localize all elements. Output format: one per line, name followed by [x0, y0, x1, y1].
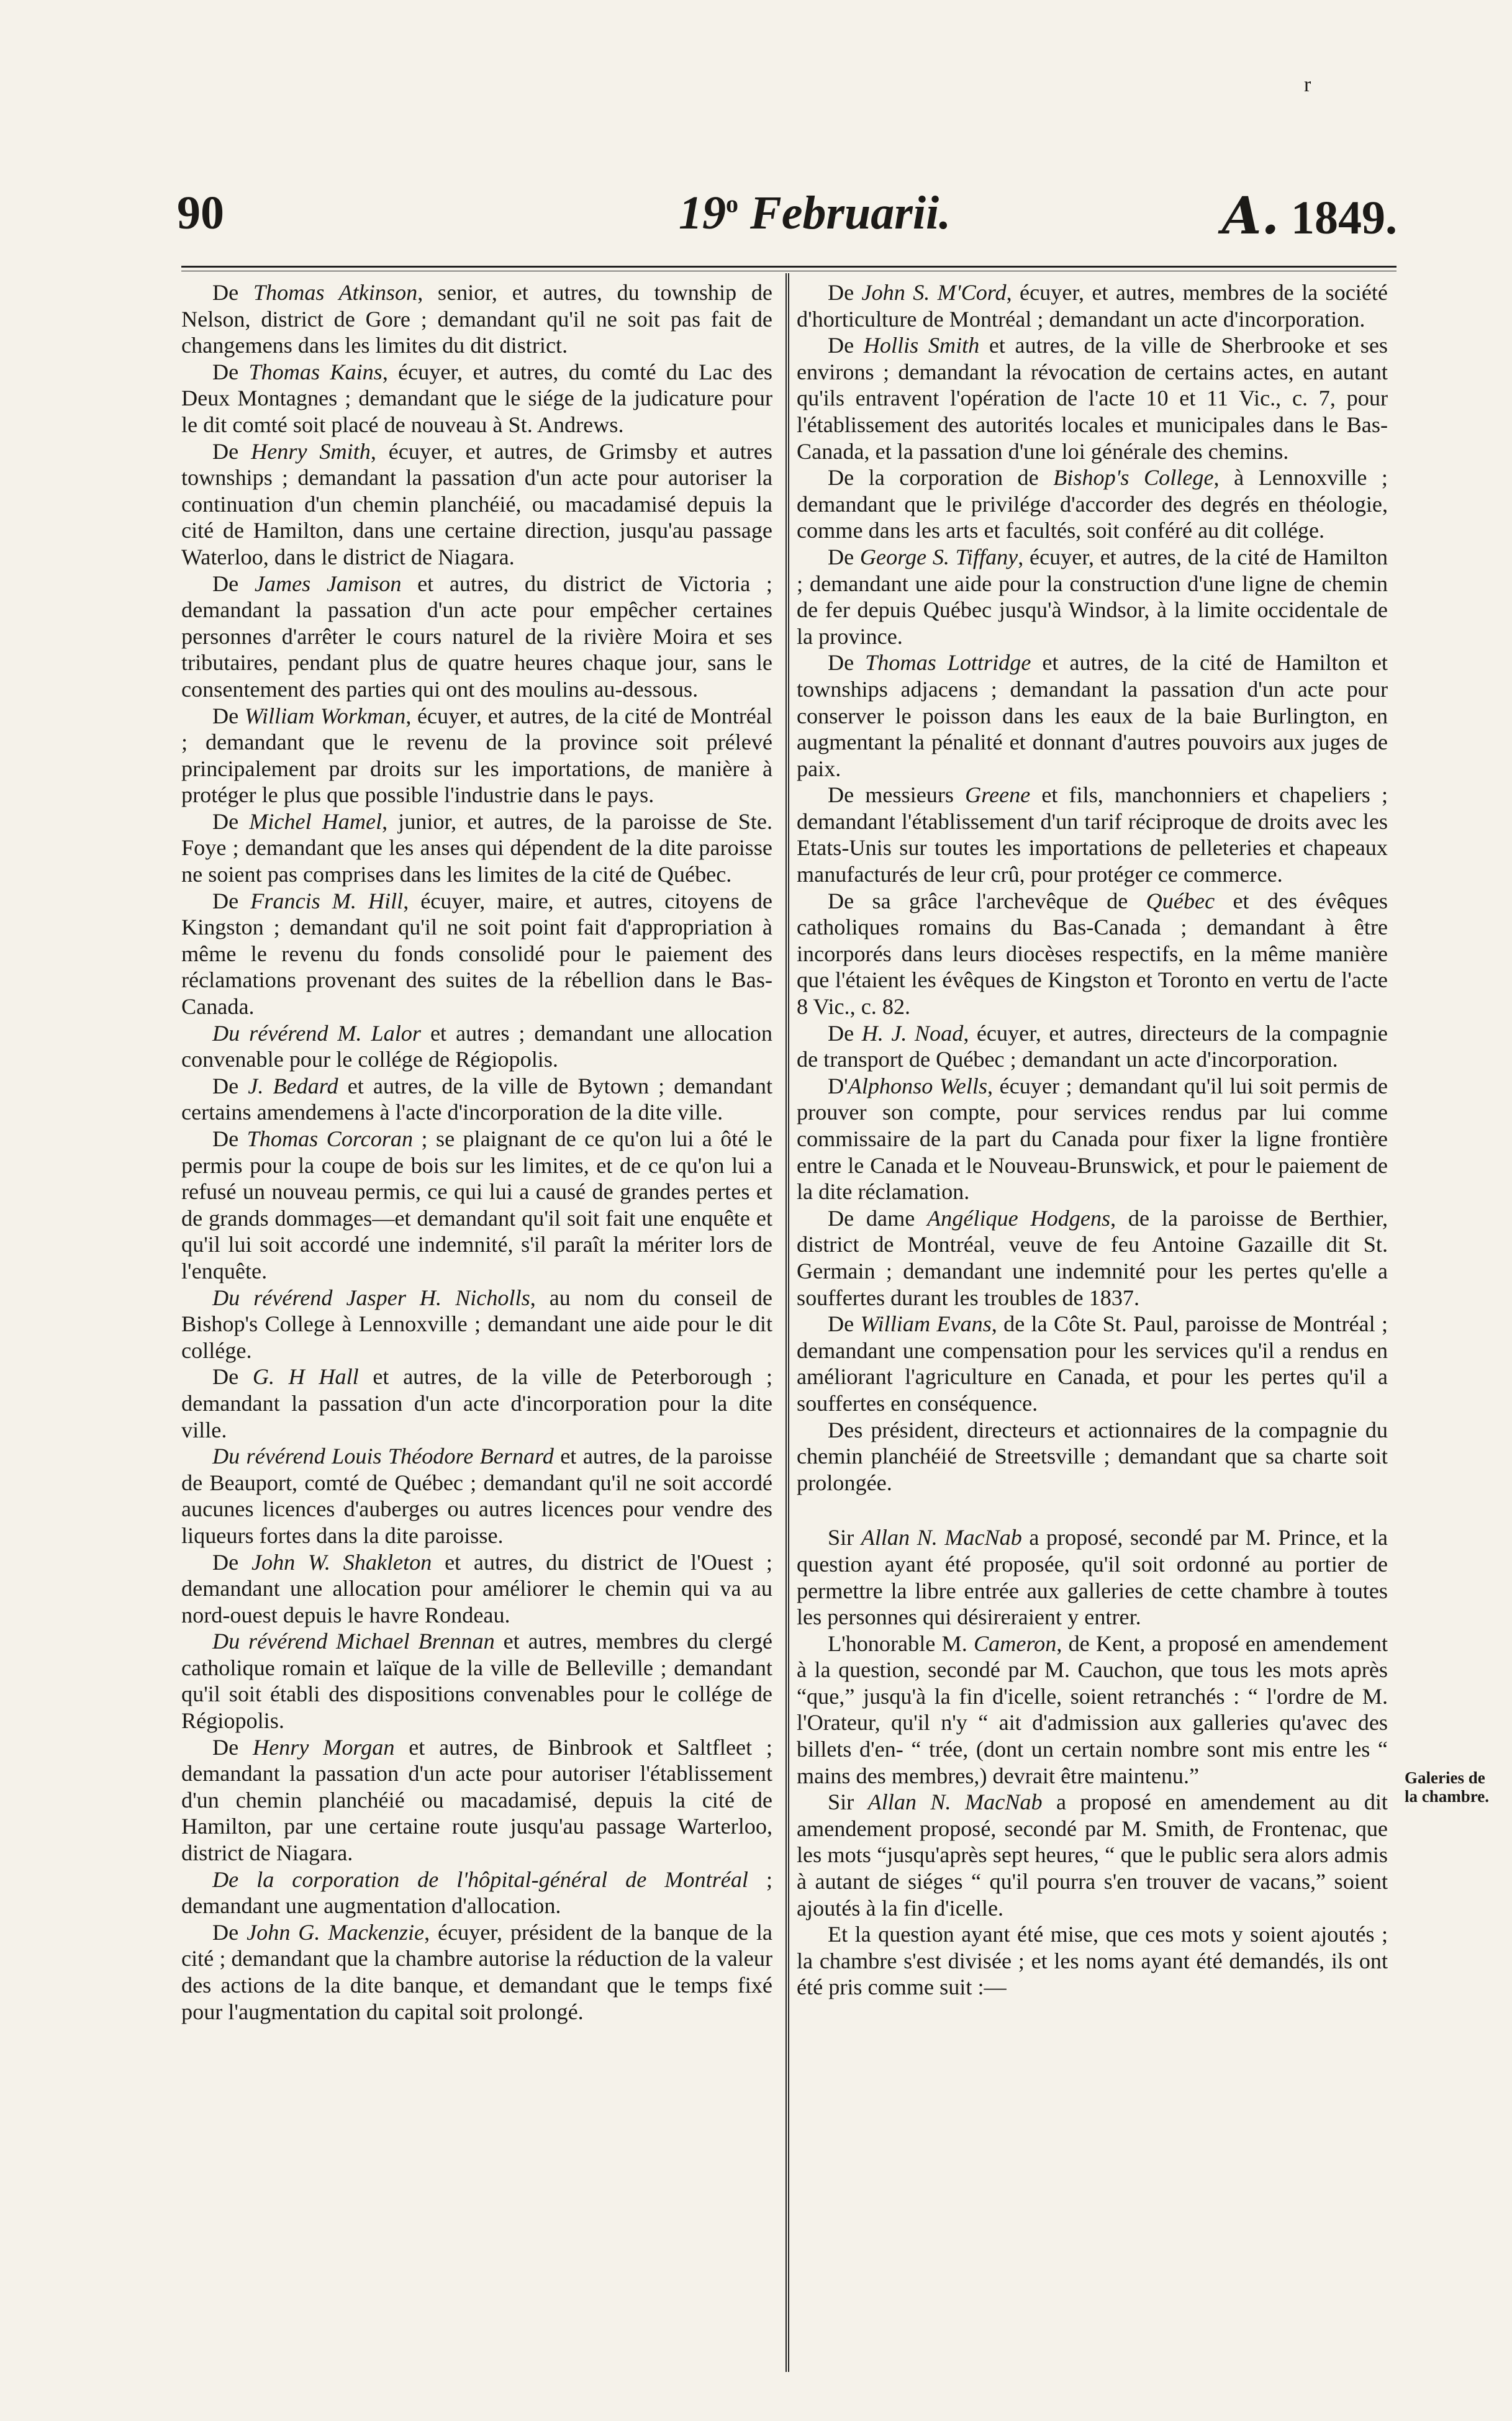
- petition-entry: [181, 1020, 772, 1073]
- petition-entry: [797, 649, 1388, 782]
- entry-text: et autres, du district de l'Ouest ; demandant une allocation pour améliorer le chemin qui va au nord-ouest depuis le havre Rondeau.: [181, 1549, 772, 1627]
- petitioner-name: Du révérend Michael Brennan: [212, 1629, 495, 1654]
- corner-mark: r: [1304, 73, 1311, 96]
- entry-text: ; se plaignant de ce qu'on lui a ôté le permis pour la coupe de bois sur les limites, et de ce qu'on lui a refusé un nouveau permis, ce qui lui a causé de grandes pertes et de grands dommages—et demandant qu'il soit fait une enquête et qu'il lui soit accordé une indemnité, s'il paraît la mériter lors de l'enquête.: [181, 1126, 772, 1283]
- petition-entry: [181, 1364, 772, 1443]
- entry-text: et des évêques catholiques romains du Bas-Canada ; demandant à être incorporés dans leurs diocèses respectifs, en la même manière que l'étaient les évêques de Kingston et Toronto en vertu de l'acte 8 Vic., c. 82.: [797, 888, 1388, 1020]
- year-value: 1849.: [1291, 192, 1397, 244]
- entry-prefix: De: [212, 888, 251, 913]
- petitioner-name: Thomas Kains: [248, 359, 383, 384]
- motion-entry: [797, 1631, 1388, 1790]
- date-sup: o: [726, 189, 738, 218]
- entry-text: , écuyer, et autres, de la cité de Hamilton ; demandant une aide pour la construction d'une ligne de chemin de fer depuis Québec jusqu'à Windsor, à la limite occidentale de la province.: [797, 544, 1388, 649]
- petitioner-name: Angélique Hodgens: [927, 1205, 1111, 1231]
- petition-entry: [797, 1205, 1388, 1311]
- entry-prefix: De: [828, 650, 866, 676]
- petitioner-name: Du révérend M. Lalor: [212, 1020, 421, 1046]
- entry-text: , écuyer, président de la banque de la cité ; demandant que la chambre autorise la réduction de la valeur des actions de la dite banque, et demandant que le temps fixé pour l'augmentation du capital soit prolongé.: [181, 1919, 772, 2024]
- petition-entry: [797, 279, 1388, 332]
- date-month: Februarii.: [750, 187, 951, 239]
- petitioner-name: H. J. Noad: [861, 1020, 964, 1046]
- petitioner-name: James Jamison: [254, 571, 402, 596]
- left-column: [181, 279, 772, 2025]
- petition-entry: [797, 464, 1388, 544]
- petition-entry: [797, 544, 1388, 649]
- entry-text: , écuyer, et autres, de Grimsby et autres townships ; demandant la passation d'un acte pour autoriser la continuation d'un chemin planchéié, ou macadamisé depuis la cité de Hamilton, dans une certaine direction, jusqu'au passage Waterloo, dans le district de Niagara.: [181, 438, 772, 569]
- petition-entry: [181, 1549, 772, 1629]
- petitioner-name: Cameron: [974, 1631, 1057, 1656]
- petitioner-name: George S. Tiffany: [859, 544, 1018, 569]
- entry-prefix: De: [212, 1126, 247, 1151]
- entry-prefix: De: [212, 703, 245, 728]
- year-prefix: A.: [1221, 186, 1279, 246]
- petitioner-name: Greene: [965, 782, 1031, 808]
- petition-entry: [181, 438, 772, 571]
- entry-prefix: De la corporation de: [828, 465, 1054, 491]
- petition-entry: [181, 1867, 772, 1919]
- entry-text: , junior, et autres, de la paroisse de Ste. Foye ; demandant que les anses qui dépendent de la dite paroisse ne soient pas comprises dans les limites de la cité de Québec.: [181, 808, 772, 887]
- entry-text: Et la question ayant été mise, que ces mots y soient ajoutés ; la chambre s'est divisée ; et les noms ayant été demandés, ils ont été pris comme suit :—: [797, 1922, 1388, 2000]
- entry-prefix: De: [828, 1311, 861, 1337]
- entry-text: , de la Côte St. Paul, paroisse de Montréal ; demandant une compensation pour les services qu'il a rendus en améliorant l'agriculture en Canada, et pour les pertes qu'il a souffertes en conséquence.: [797, 1311, 1388, 1416]
- entry-text: , écuyer, et autres, membres de la société d'horticulture de Montréal ; demandant un acte d'incorporation.: [797, 280, 1388, 332]
- entry-text: , à Lennoxville ; demandant que le privilége d'accorder des degrés en théologie, comme dans les arts et facultés, soit conféré au dit collége.: [797, 465, 1388, 543]
- entry-text: et autres, de la cité de Hamilton et townships adjacens ; demandant la passation d'un acte pour conserver le poisson dans les eaux de la baie Burlington, en augmentant la pénalité et donnant d'autres pouvoirs aux juges de paix.: [797, 650, 1388, 781]
- entry-prefix: De: [828, 280, 862, 305]
- entry-text: et autres, de la paroisse de Beauport, comté de Québec ; demandant qu'il ne soit accordé aucunes licences d'auberges ou autres licences pour vendre des liqueurs fortes dans la dite paroisse.: [181, 1444, 772, 1548]
- entry-prefix: De dame: [828, 1205, 928, 1231]
- margin-note: Galeries de la chambre.: [1405, 1768, 1489, 1806]
- petitioner-name: De la corporation de l'hôpital-général de Montréal: [212, 1867, 748, 1892]
- entry-prefix: De sa grâce l'archevêque de: [828, 888, 1146, 913]
- entry-prefix: De: [212, 359, 249, 384]
- entry-text: et autres, membres du clergé catholique romain et laïque de la ville de Belleville ; demandant qu'il soit établi des dispositions convenables pour le collége de Régiopolis.: [181, 1629, 772, 1734]
- petition-entry: [181, 279, 772, 359]
- petition-entry: [797, 1311, 1388, 1416]
- entry-prefix: D': [828, 1073, 848, 1098]
- section-gap: [797, 1496, 1388, 1524]
- petitioner-name: J. Bedard: [248, 1073, 338, 1098]
- entry-prefix: De: [212, 280, 253, 305]
- entry-text: a proposé en amendement au dit amendement proposé, secondé par M. Smith, de Frontenac, que les mots “jusqu'après sept heures, “ que le public sera alors admis à autant de siéges “ qu'il pourra s'en trouver de vacans,” soient ajoutés à la fin d'icelle.: [797, 1790, 1388, 1921]
- petitioner-name: Henry Morgan: [252, 1734, 395, 1760]
- petition-entry: [181, 1919, 772, 2025]
- motion-entry: [797, 1789, 1388, 1921]
- petitioner-name: Thomas Lottridge: [865, 650, 1031, 676]
- entry-text: et autres, de la ville de Bytown ; demandant certains amendemens à l'acte d'incorporation de la dite ville.: [181, 1073, 773, 1125]
- entry-prefix: De: [212, 438, 251, 464]
- entry-prefix: De: [212, 808, 250, 834]
- entry-prefix: Sir: [828, 1790, 868, 1815]
- petitioner-name: Thomas Atkinson: [253, 280, 418, 305]
- petition-entry: [181, 808, 772, 888]
- entry-prefix: De: [212, 571, 255, 596]
- entry-prefix: De: [828, 1020, 862, 1046]
- petition-entry: [181, 1443, 772, 1549]
- petition-entry: [181, 888, 772, 1020]
- entry-text: et autres, de Binbrook et Saltfleet ; demandant la passation d'un acte pour autoriser l'établissement d'un chemin planchéié ou macadamisé, depuis la cité de Hamilton, par une certaine route jusqu'au passage Warterloo, district de Niagara.: [181, 1734, 772, 1866]
- header-rule: [181, 266, 1397, 271]
- petitioner-name: Allan N. MacNab: [867, 1790, 1043, 1815]
- entry-prefix: De: [212, 1919, 247, 1945]
- petitioner-name: Québec: [1146, 888, 1215, 913]
- entry-text: , écuyer, et autres, de la cité de Montréal ; demandant que le revenu de la province soit prélevé principalement par droits sur les importations, de manière à protéger le plus que possible l'industrie dans le pays.: [181, 703, 772, 808]
- entry-prefix: L'honorable M.: [828, 1631, 974, 1656]
- page-header: [177, 186, 1397, 248]
- petition-entry: [181, 1285, 772, 1364]
- petition-entry: [181, 1126, 772, 1285]
- petition-entry: [181, 1734, 772, 1867]
- entry-text: ; demandant une augmentation d'allocation.: [181, 1867, 772, 1919]
- entry-text: et autres ; demandant une allocation convenable pour le collége de Régiopolis.: [181, 1020, 772, 1072]
- petitioner-name: Bishop's College: [1053, 465, 1214, 491]
- date-day: 19: [679, 187, 726, 239]
- entry-prefix: De: [212, 1549, 251, 1575]
- petitioner-name: John W. Shakleton: [251, 1549, 432, 1575]
- petitioner-name: Henry Smith: [251, 438, 371, 464]
- entry-text: et autres, du district de Victoria ; demandant la passation d'un acte pour empêcher certaines personnes d'arrêter le cours naturel de la rivière Moira et ses tributaires, pendant plus de quatre heures chaque jour, sans le consentement des parties qui ont des moulins au-dessous.: [181, 571, 772, 702]
- petition-entry: [181, 359, 772, 438]
- petitioner-name: Alphonso Wells: [848, 1073, 988, 1098]
- motion-entry: [797, 1524, 1388, 1630]
- entry-prefix: De: [212, 1364, 253, 1390]
- petition-entry: [181, 703, 772, 808]
- entry-text: Des président, directeurs et actionnaires de la compagnie du chemin planchéié de Streetsville ; demandant que sa charte soit prolongée.: [797, 1417, 1388, 1495]
- petitioner-name: Francis M. Hill: [250, 888, 404, 913]
- petition-entry: [797, 782, 1388, 887]
- motion-entry: [797, 1921, 1388, 2001]
- page-number: 90: [177, 187, 224, 239]
- entry-prefix: De: [212, 1073, 248, 1098]
- entry-text: , de la paroisse de Berthier, district de Montréal, veuve de feu Antoine Gazaille dit St. Germain ; demandant une indemnité pour les pertes qu'elle a souffertes durant les troubles de 1837.: [797, 1205, 1388, 1310]
- petitioner-name: Du révérend Louis Théodore Bernard: [212, 1444, 554, 1469]
- entry-text: et autres, de la ville de Peterborough ; demandant la passation d'un acte d'incorporation pour la dite ville.: [181, 1364, 772, 1442]
- petitioner-name: G. H Hall: [252, 1364, 359, 1390]
- entry-prefix: Sir: [828, 1525, 861, 1550]
- entry-text: , au nom du conseil de Bishop's College à Lennoxville ; demandant une aide pour le dit collége.: [181, 1285, 772, 1363]
- petitioner-name: Du révérend Jasper H. Nicholls: [212, 1285, 530, 1310]
- entry-text: et fils, manchonniers et chapeliers ; demandant l'établissement d'un tarif réciproque de droits avec les Etats-Unis sur toutes les importations de pelleteries et chapeaux manufacturés de leur crû, pour protéger ce commerce.: [797, 782, 1388, 887]
- petition-entry: [181, 1073, 772, 1126]
- petitioner-name: Thomas Corcoran: [247, 1126, 414, 1151]
- petition-entry: [797, 1020, 1388, 1073]
- petition-entry: [181, 571, 772, 703]
- petition-entry: [797, 1073, 1388, 1205]
- entry-text: , écuyer ; demandant qu'il lui soit permis de prouver son compte, pour services rendus par lui comme commissaire de la part du Canada pour fixer la ligne frontière entre le Canada et le Nouveau-Brunswick, et pour le paiement de la dite réclamation.: [797, 1073, 1388, 1205]
- entry-prefix: De: [828, 544, 860, 569]
- petitioner-name: Allan N. MacNab: [861, 1525, 1022, 1550]
- column-divider: [785, 273, 789, 2372]
- entry-text: , de Kent, a proposé en amendement à la question, secondé par M. Cauchon, que tous les mots après “que,” jusqu'à la fin d'icelle, soient retranchés : “ l'ordre de M. l'Orateur, qu'il n'y “ ait d'admission aux galleries qu'avec des billets d'en- “ trée, (dont un certain nombre sont mis entre les “ mains des membres,) devrait être maintenu.”: [797, 1631, 1388, 1788]
- petitioner-name: John S. M'Cord: [861, 280, 1007, 305]
- petition-entry: [797, 888, 1388, 1020]
- petitioner-name: William Workman: [244, 703, 406, 728]
- petition-entry: [797, 1417, 1388, 1496]
- entry-text: , écuyer, et autres, directeurs de la compagnie de transport de Québec ; demandant un acte d'incorporation.: [797, 1020, 1388, 1072]
- header-year: [1222, 186, 1397, 246]
- petitioner-name: Hollis Smith: [863, 333, 980, 358]
- petition-entry: [181, 1628, 772, 1734]
- entry-text: a proposé, secondé par M. Prince, et la question ayant été proposée, qu'il soit ordonné au portier de permettre la libre entrée aux galleries de cette chambre à toutes les personnes qui désireraient y entrer.: [797, 1525, 1388, 1630]
- petitioner-name: Michel Hamel: [249, 808, 383, 834]
- entry-text: , écuyer, et autres, du comté du Lac des Deux Montagnes ; demandant que le siége de la judicature pour le dit comté soit placé de nouveau à St. Andrews.: [181, 359, 772, 437]
- entry-text: , senior, et autres, du township de Nelson, district de Gore ; demandant qu'il ne soit pas fait de changemens dans les limites du dit district.: [181, 280, 772, 358]
- entry-prefix: De messieurs: [828, 782, 966, 808]
- right-column: [797, 279, 1388, 2001]
- entry-text: et autres, de la ville de Sherbrooke et ses environs ; demandant la révocation de certains actes, en autant qu'ils entravent l'opération de l'acte 10 et 11 Vic., c. 7, pour l'établissement des autorités locales et municipales dans le Bas-Canada, et la passation d'une loi générale des chemins.: [797, 333, 1388, 464]
- header-date: [679, 186, 951, 240]
- petitioner-name: John G. Mackenzie: [247, 1919, 425, 1945]
- petitioner-name: William Evans: [860, 1311, 992, 1337]
- entry-prefix: De: [212, 1734, 253, 1760]
- entry-prefix: De: [828, 333, 864, 358]
- petition-entry: [797, 332, 1388, 464]
- entry-text: , écuyer, maire, et autres, citoyens de Kingston ; demandant qu'il ne soit point fait d'appropriation à même le revenu du fonds consolidé pour le paiement des réclamations provenant des suites de la rébellion dans le Bas-Canada.: [181, 888, 772, 1020]
